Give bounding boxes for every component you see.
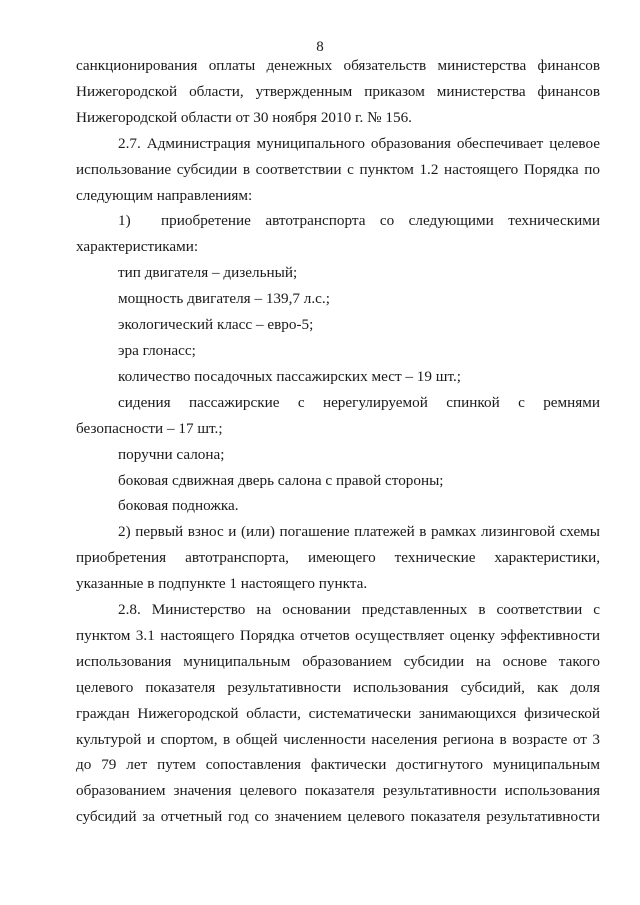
spec-handrails: поручни салона; [118,445,225,463]
paragraph-2-8: 2.8. Министерство на основании представленных в соответствии с пунктом 3.1 настоящего Порядка отчетов осуществляет оценку эффективности использования муниципальным образованием субсидии на основе такого целевого показателя результативности использования субсидий, как доля граждан Нижегородской области, систематически занимающихся физической культурой и спортом, в общей численности населения региона в возрасте от 3 до 79 лет путем сопоставления фактически достигнутого муниципальным образованием значения целевого показателя результативности использования субсидий за отчетный год со значением целевого показателя результативности [76,601,600,826]
page-number: 8 [316,39,324,55]
spec-engine-power: мощность двигателя – 139,7 л.с.; [118,290,330,308]
paragraph-item-1-vehicle: 1) приобретение автотранспорта со следующими техническими характеристиками: [76,212,600,256]
paragraph-2-7: 2.7. Администрация муниципального образования обеспечивает целевое использование субсидии в соответствии с пунктом 1.2 настоящего Порядка по следующим направлениям: [76,134,600,204]
spec-engine-type: тип двигателя – дизельный; [118,264,298,282]
spec-eco-class: экологический класс – евро-5; [118,316,314,334]
paragraph-item-2-leasing: 2) первый взнос и (или) погашение платежей в рамках лизинговой схемы приобретения автотранспорта, имеющего технические характеристики, указанные в подпункте 1 настоящего пункта. [76,523,600,593]
document-body [76,53,600,830]
spec-glonass: эра глонасс; [118,341,196,359]
spec-sliding-door: боковая сдвижная дверь салона с правой стороны; [118,471,444,489]
spec-passenger-seats: количество посадочных пассажирских мест – 19 шт.; [118,367,461,385]
paragraph-sanction-order: санкционирования оплаты денежных обязательств министерства финансов Нижегородской области, утвержденным приказом министерства финансов Нижегородской области от 30 ноября 2010 г. № 156. [76,57,600,126]
spec-side-step: боковая подножка. [118,497,239,515]
spec-seat-belts: сидения пассажирские с нерегулируемой спинкой с ремнями безопасности – 17 шт.; [76,393,600,437]
